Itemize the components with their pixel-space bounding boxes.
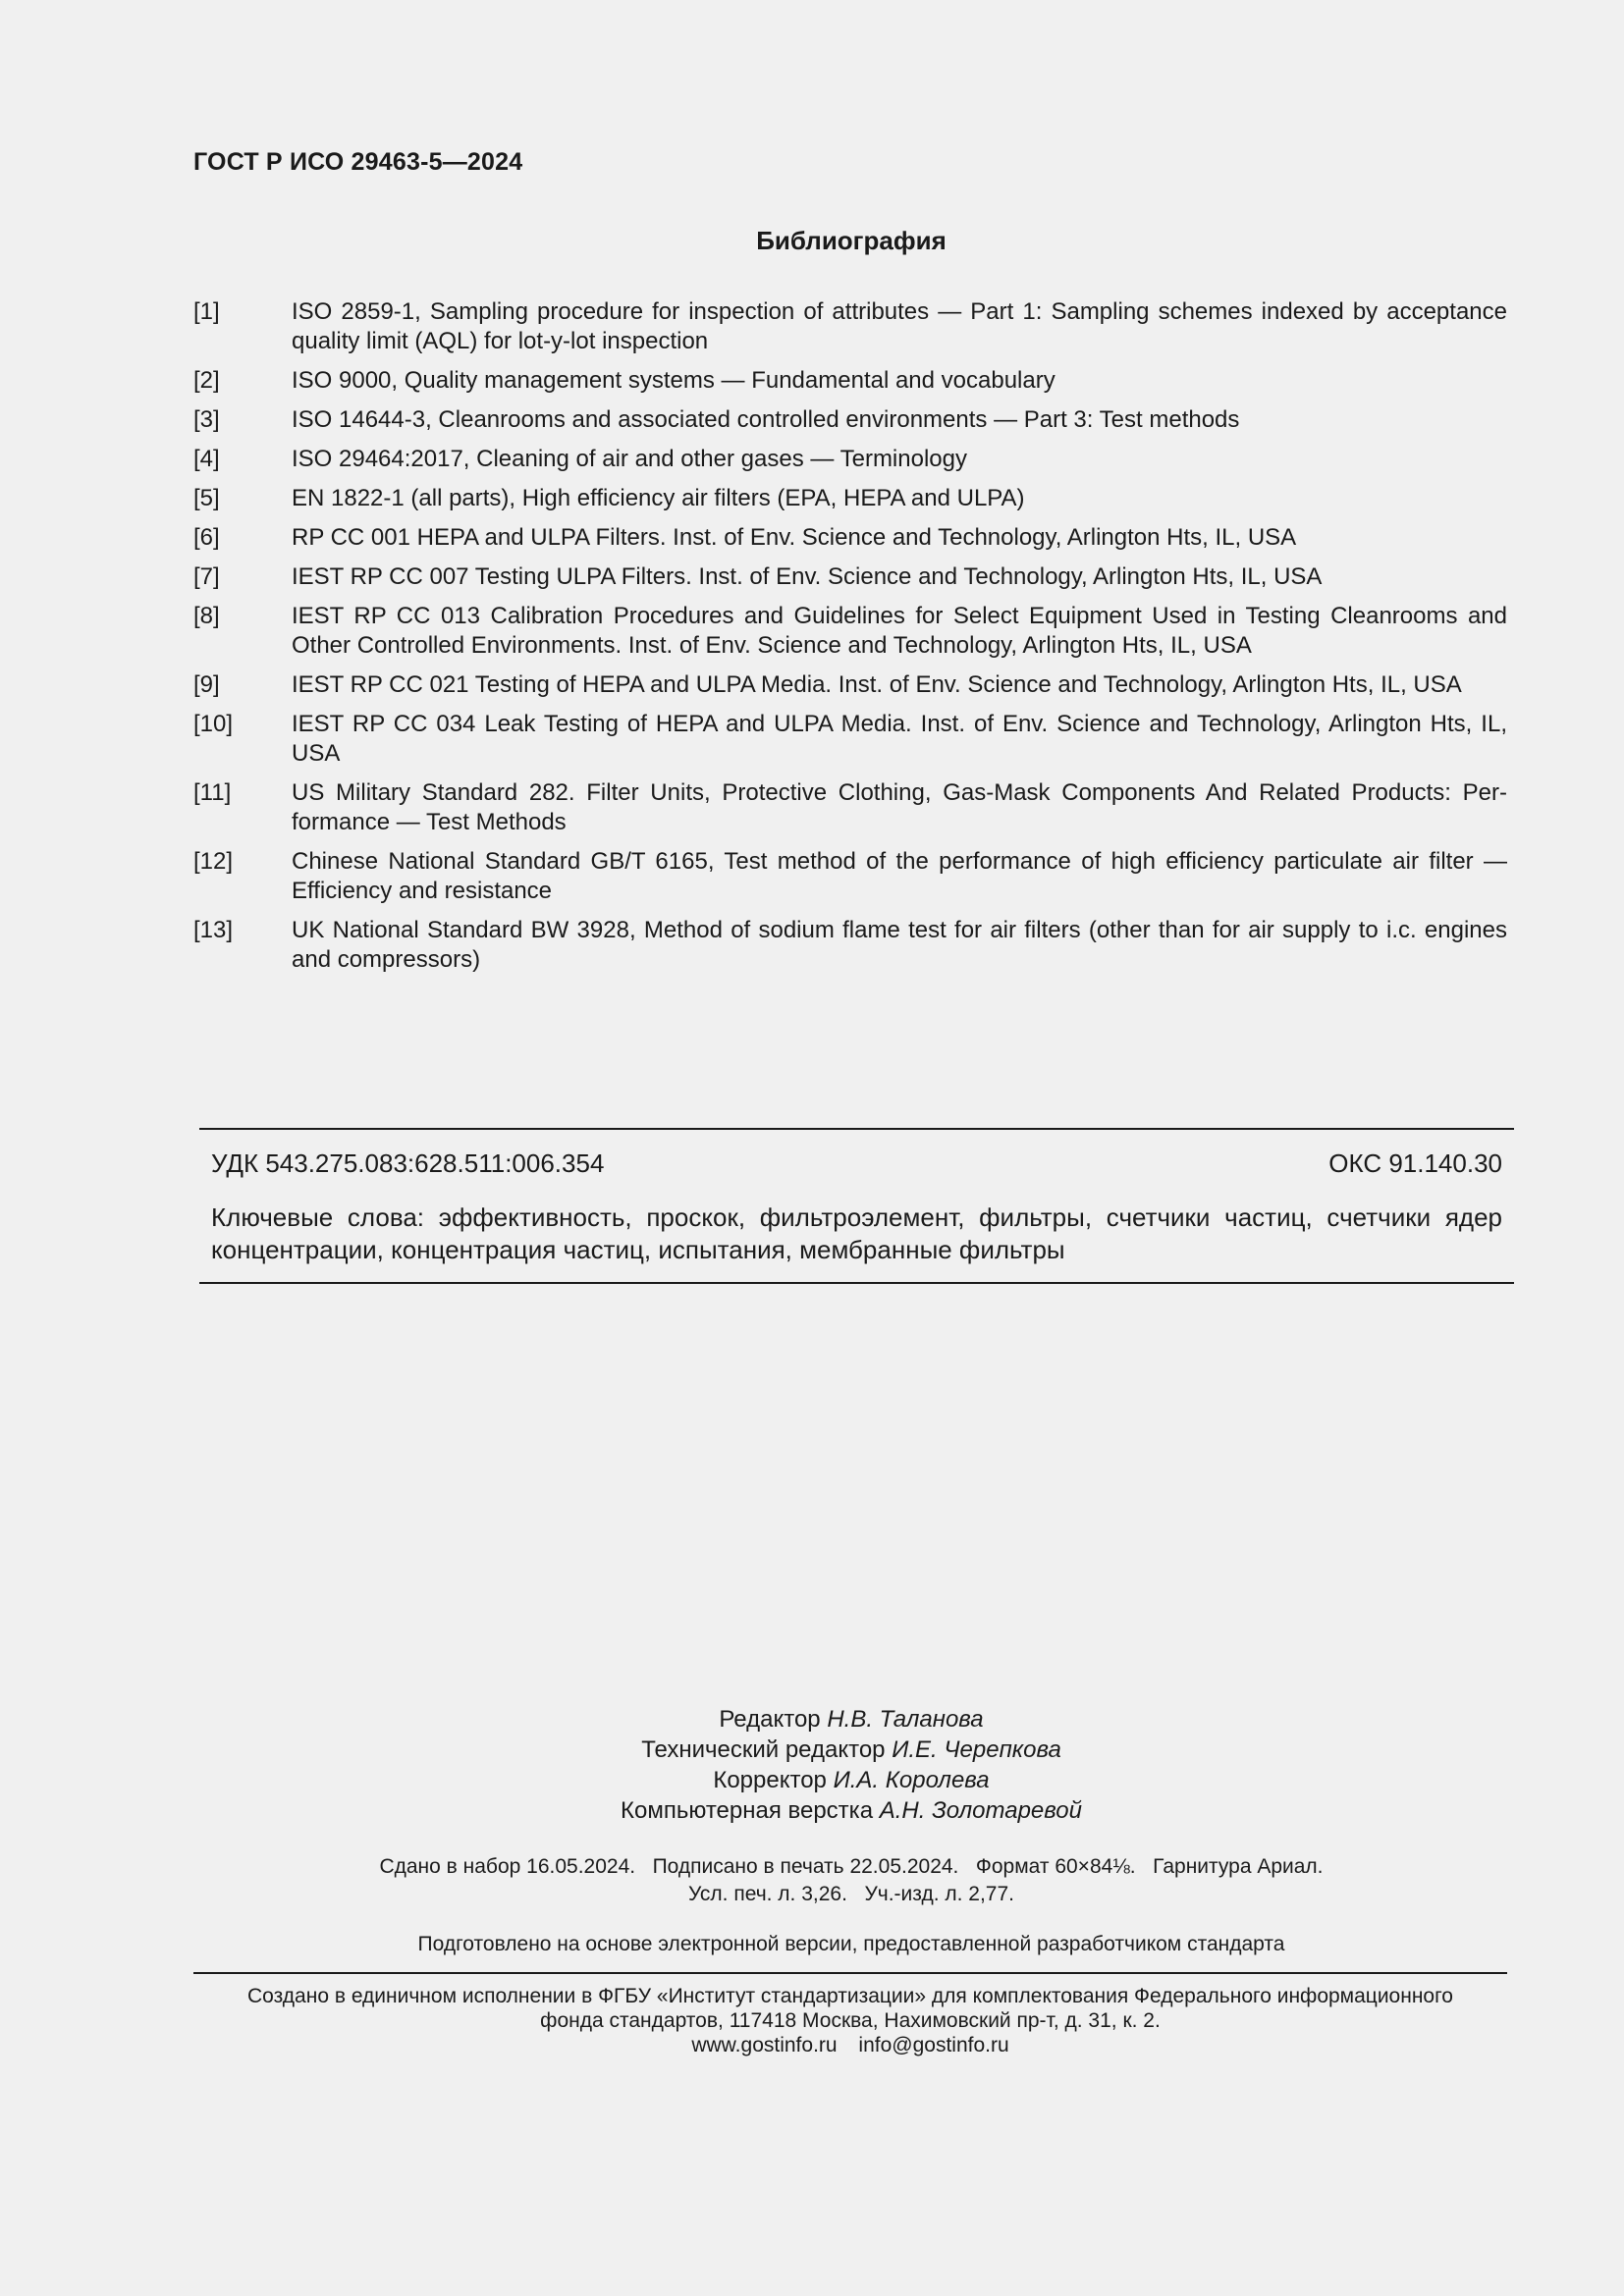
bibliography-item — [193, 484, 1507, 513]
classification-codes — [211, 1148, 1502, 1180]
bibliography-item-text: IEST RP CC 007 Testing ULPA Filters. Inst. of Env. Science and Technology, Arlington Hts, IL, USA — [292, 563, 1323, 590]
bibliography-list — [193, 297, 1507, 985]
bibliography-item-number: [4] — [193, 446, 220, 472]
bibliography-item-number: [10] — [193, 711, 234, 737]
bibliography-item-text: EN 1822-1 (all parts), High efficiency air filters (EPA, HEPA and ULPA) — [292, 485, 1025, 511]
bibliography-item-text: ISO 9000, Quality management systems — Fundamental and vocabulary — [292, 367, 1056, 394]
bibliography-item-number: [6] — [193, 524, 220, 551]
bibliography-item-text: UK National Standard BW 3928, Method of sodium flame test for air filters (other than for air supply to i.c. engines and compressors) — [292, 917, 1507, 973]
bibliography-item — [193, 670, 1507, 700]
bibliography-item-text: IEST RP CC 021 Testing of HEPA and ULPA Media. Inst. of Env. Science and Technology, Arlington Hts, IL, USA — [292, 671, 1462, 698]
bibliography-item — [193, 602, 1507, 661]
bibliography-item-text: ISO 14644-3, Cleanrooms and associated controlled environments — Part 3: Test methods — [292, 406, 1240, 433]
classification-block — [199, 1128, 1514, 1284]
bibliography-item-number: [1] — [193, 298, 220, 325]
bibliography-item-number: [12] — [193, 848, 234, 875]
bibliography-item — [193, 562, 1507, 592]
bibliography-item-number: [11] — [193, 779, 232, 806]
bibliography-item-number: [9] — [193, 671, 220, 698]
credit-person: А.Н. Золотаревой — [879, 1797, 1082, 1824]
bibliography-item — [193, 445, 1507, 474]
credit-person: И.А. Королева — [833, 1767, 990, 1793]
bibliography-title: Библиография — [756, 226, 947, 255]
bibliography-item-number: [8] — [193, 603, 220, 629]
footer-line: фонда стандартов, 117418 Москва, Нахимовский пр-т, д. 31, к. 2. — [540, 2009, 1161, 2032]
bibliography-item-number: [7] — [193, 563, 220, 590]
bibliography-item — [193, 916, 1507, 975]
credit-role: Корректор — [713, 1767, 834, 1793]
bibliography-item-text: US Military Standard 282. Filter Units, Protective Clothing, Gas-Mask Components And Related Products: Performance — Test Methods — [292, 779, 1507, 835]
bibliography-item — [193, 297, 1507, 356]
bibliography-item-number: [3] — [193, 406, 220, 433]
credit-line — [79, 1704, 1624, 1735]
website-link[interactable]: www.gostinfo.ru — [691, 2034, 838, 2056]
footer-line: Создано в единичном исполнении в ФГБУ «Институт стандартизации» для комплектования Федерального информационного — [247, 1985, 1453, 2007]
bibliography-item-text: ISO 2859-1, Sampling procedure for inspection of attributes — Part 1: Sampling schemes indexed by acceptance quality limit (AQL) for lot-y-lot inspection — [292, 298, 1507, 354]
credits-block — [0, 1704, 1624, 1826]
bibliography-item — [193, 523, 1507, 553]
footer-block — [193, 1972, 1507, 2057]
keywords-text: Ключевые слова: эффективность, проскок, фильтроэлемент, фильтры, счетчики частиц, счетчики ядер концентрации, концентрация частиц, испытания, мембранные фильтры — [211, 1202, 1502, 1264]
credit-role: Редактор — [719, 1706, 828, 1733]
udc-code: УДК 543.275.083:628.511:006.354 — [211, 1148, 605, 1178]
bibliography-item — [193, 778, 1507, 837]
bibliography-item-text: Chinese National Standard GB/T 6165, Test method of the performance of high efficiency particulate air filter — Efficiency and resistance — [292, 848, 1507, 904]
bibliography-item — [193, 366, 1507, 396]
bibliography-item-text: IEST RP CC 034 Leak Testing of HEPA and ULPA Media. Inst. of Env. Science and Technology, Arlington Hts, IL, USA — [292, 711, 1507, 767]
prepared-note: Подготовлено на основе электронной версии, предоставленной разработчиком стандарта — [417, 1933, 1285, 1955]
bibliography-item-number: [5] — [193, 485, 220, 511]
credit-line — [79, 1795, 1624, 1826]
credit-person: Н.В. Таланова — [827, 1706, 984, 1733]
credit-role: Технический редактор — [641, 1736, 893, 1763]
bibliography-item — [193, 710, 1507, 769]
page-header-standard-id: ГОСТ Р ИСО 29463-5—2024 — [193, 148, 523, 176]
footer-links — [193, 2033, 1507, 2057]
oks-code: ОКС 91.140.30 — [1328, 1148, 1502, 1178]
credit-line — [79, 1765, 1624, 1795]
bibliography-item-text: ISO 29464:2017, Cleaning of air and other gases — Terminology — [292, 446, 967, 472]
credit-line — [79, 1735, 1624, 1765]
bibliography-item-number: [2] — [193, 367, 220, 394]
bibliography-item — [193, 405, 1507, 435]
print-info-line: Усл. печ. л. 3,26. Уч.-изд. л. 2,77. — [687, 1883, 1014, 1905]
print-info-line: Сдано в набор 16.05.2024. Подписано в печать 22.05.2024. Формат 60×84⅛. Гарнитура Ариал. — [379, 1855, 1324, 1878]
email-link[interactable]: info@gostinfo.ru — [858, 2034, 1009, 2056]
credit-role: Компьютерная верстка — [621, 1797, 880, 1824]
bibliography-item-text: RP CC 001 HEPA and ULPA Filters. Inst. of Env. Science and Technology, Arlington Hts, IL, USA — [292, 524, 1297, 551]
bibliography-item-number: [13] — [193, 917, 234, 943]
print-info — [0, 1853, 1624, 1908]
credit-person: И.Е. Черепкова — [892, 1736, 1061, 1763]
bibliography-item — [193, 847, 1507, 906]
bibliography-item-text: IEST RP CC 013 Calibration Procedures and Guidelines for Select Equipment Used in Testing Cleanrooms and Other Controlled Environments. Inst. of Env. Science and Technology, Arlington Hts, IL, USA — [292, 603, 1507, 659]
